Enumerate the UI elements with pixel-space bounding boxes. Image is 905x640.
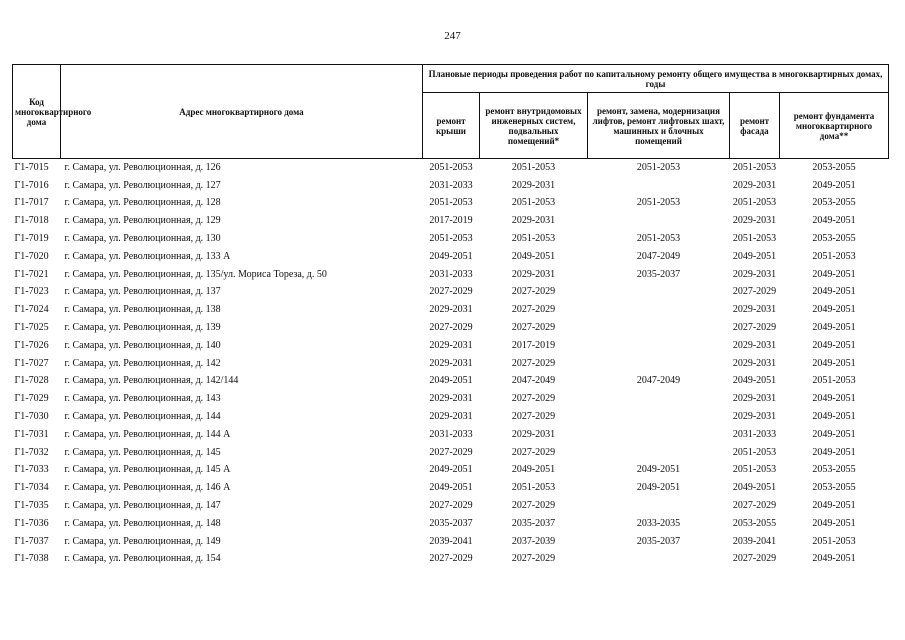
cell-roof: 2049-2051 xyxy=(429,464,473,476)
cell-foundation: 2053-2055 xyxy=(812,161,856,173)
cell-address: г. Самара, ул. Революционная, д. 127 xyxy=(64,179,221,191)
cell-facade: 2027-2029 xyxy=(732,553,777,565)
cell-foundation: 2051-2053 xyxy=(812,535,856,547)
cell-engineering: 2029-2031 xyxy=(511,268,556,280)
cell-elevators: 2051-2053 xyxy=(636,161,681,173)
cell-elevators xyxy=(588,497,730,515)
cell-code: Г1-7023 xyxy=(14,286,49,298)
table-row xyxy=(13,551,889,569)
cell-elevators xyxy=(588,337,730,355)
cell-address: г. Самара, ул. Революционная, д. 133 А xyxy=(64,250,231,262)
cell-address: г. Самара, ул. Революционная, д. 135/ул. Мориса Тореза, д. 50 xyxy=(64,268,327,280)
cell-engineering: 2027-2029 xyxy=(511,286,556,298)
header-roof: ремонт крыши xyxy=(423,93,480,159)
cell-engineering: 2027-2029 xyxy=(511,393,556,405)
cell-roof: 2027-2029 xyxy=(429,446,473,458)
cell-address: г. Самара, ул. Революционная, д. 143 xyxy=(64,393,221,405)
header-engineering: ремонт внутридомовых инженерных систем, подвальных помещений* xyxy=(480,93,588,159)
cell-facade: 2029-2031 xyxy=(732,215,777,227)
cell-foundation: 2049-2051 xyxy=(812,179,856,191)
cell-foundation: 2049-2051 xyxy=(812,215,856,227)
cell-roof: 2029-2031 xyxy=(429,339,473,351)
header-code: Код многоквартирного дома xyxy=(13,65,61,159)
cell-elevators xyxy=(588,355,730,373)
cell-code: Г1-7018 xyxy=(14,215,49,227)
cell-roof: 2049-2051 xyxy=(429,482,473,494)
cell-roof: 2027-2029 xyxy=(429,286,473,298)
cell-elevators: 2047-2049 xyxy=(636,375,681,387)
table-row xyxy=(13,515,889,533)
cell-elevators xyxy=(588,177,730,195)
cell-facade: 2029-2031 xyxy=(732,411,777,423)
table-row xyxy=(13,212,889,230)
cell-address: г. Самара, ул. Революционная, д. 147 xyxy=(64,500,221,512)
table-header xyxy=(13,65,889,159)
cell-code: Г1-7026 xyxy=(14,339,49,351)
cell-engineering: 2051-2053 xyxy=(511,233,556,245)
cell-elevators xyxy=(588,444,730,462)
page-number: 247 xyxy=(444,30,461,42)
cell-address: г. Самара, ул. Революционная, д. 129 xyxy=(64,215,221,227)
cell-roof: 2051-2053 xyxy=(429,161,473,173)
cell-elevators: 2033-2035 xyxy=(636,517,681,529)
table-row xyxy=(13,159,889,177)
cell-engineering: 2027-2029 xyxy=(511,446,556,458)
cell-facade: 2039-2041 xyxy=(732,535,777,547)
cell-roof: 2049-2051 xyxy=(429,250,473,262)
cell-foundation: 2051-2053 xyxy=(812,250,856,262)
cell-code: Г1-7033 xyxy=(14,464,49,476)
table-row xyxy=(13,426,889,444)
cell-roof: 2017-2019 xyxy=(429,215,473,227)
table-row xyxy=(13,462,889,480)
cell-facade: 2029-2031 xyxy=(732,357,777,369)
cell-foundation: 2049-2051 xyxy=(812,322,856,334)
table-row xyxy=(13,390,889,408)
cell-code: Г1-7034 xyxy=(14,482,49,494)
cell-engineering: 2047-2049 xyxy=(511,375,556,387)
cell-facade: 2031-2033 xyxy=(732,428,777,440)
table-row xyxy=(13,355,889,373)
cell-foundation: 2049-2051 xyxy=(812,393,856,405)
cell-foundation: 2049-2051 xyxy=(812,286,856,298)
header-group: Плановые периоды проведения работ по капитальному ремонту общего имущества в многоквартирных домах, годы xyxy=(423,65,889,93)
cell-address: г. Самара, ул. Революционная, д. 145 xyxy=(64,446,221,458)
cell-engineering: 2027-2029 xyxy=(511,322,556,334)
cell-engineering: 2037-2039 xyxy=(511,535,556,547)
table-body xyxy=(13,159,889,569)
cell-engineering: 2027-2029 xyxy=(511,553,556,565)
cell-address: г. Самара, ул. Революционная, д. 140 xyxy=(64,339,221,351)
cell-engineering: 2029-2031 xyxy=(511,428,556,440)
cell-foundation: 2049-2051 xyxy=(812,428,856,440)
cell-elevators xyxy=(588,319,730,337)
cell-address: г. Самара, ул. Революционная, д. 148 xyxy=(64,517,221,529)
cell-address: г. Самара, ул. Революционная, д. 144 xyxy=(64,411,221,423)
cell-engineering: 2027-2029 xyxy=(511,304,556,316)
cell-code: Г1-7027 xyxy=(14,357,49,369)
table-row xyxy=(13,195,889,213)
table-row xyxy=(13,284,889,302)
cell-engineering: 2051-2053 xyxy=(511,197,556,209)
cell-engineering: 2049-2051 xyxy=(511,250,556,262)
cell-address: г. Самара, ул. Революционная, д. 142 xyxy=(64,357,221,369)
cell-engineering: 2029-2031 xyxy=(511,215,556,227)
cell-elevators xyxy=(588,551,730,569)
table-row xyxy=(13,373,889,391)
cell-code: Г1-7015 xyxy=(14,161,49,173)
cell-address: г. Самара, ул. Революционная, д. 126 xyxy=(64,161,221,173)
cell-roof: 2039-2041 xyxy=(429,535,473,547)
cell-foundation: 2049-2051 xyxy=(812,411,856,423)
cell-address: г. Самара, ул. Революционная, д. 149 xyxy=(64,535,221,547)
cell-facade: 2049-2051 xyxy=(732,375,777,387)
cell-elevators xyxy=(588,426,730,444)
cell-code: Г1-7017 xyxy=(14,197,49,209)
cell-engineering: 2029-2031 xyxy=(511,179,556,191)
cell-code: Г1-7029 xyxy=(14,393,49,405)
cell-facade: 2053-2055 xyxy=(732,517,777,529)
cell-roof: 2031-2033 xyxy=(429,428,473,440)
cell-roof: 2029-2031 xyxy=(429,393,473,405)
cell-facade: 2051-2053 xyxy=(732,197,777,209)
cell-elevators: 2051-2053 xyxy=(636,197,681,209)
cell-code: Г1-7025 xyxy=(14,322,49,334)
cell-elevators: 2051-2053 xyxy=(636,233,681,245)
header-elevators: ремонт, замена, модернизация лифтов, ремонт лифтовых шахт, машинных и блочных помещений xyxy=(588,93,730,159)
cell-foundation: 2049-2051 xyxy=(812,357,856,369)
cell-elevators: 2049-2051 xyxy=(636,482,681,494)
cell-elevators xyxy=(588,408,730,426)
cell-foundation: 2053-2055 xyxy=(812,233,856,245)
table-row xyxy=(13,533,889,551)
header-foundation: ремонт фундамента многоквартирного дома** xyxy=(780,93,889,159)
cell-facade: 2027-2029 xyxy=(732,286,777,298)
cell-elevators: 2035-2037 xyxy=(636,268,681,280)
cell-roof: 2031-2033 xyxy=(429,268,473,280)
table-row xyxy=(13,230,889,248)
table-row xyxy=(13,408,889,426)
cell-roof: 2027-2029 xyxy=(429,553,473,565)
cell-address: г. Самара, ул. Революционная, д. 139 xyxy=(64,322,221,334)
cell-address: г. Самара, ул. Революционная, д. 130 xyxy=(64,233,221,245)
cell-code: Г1-7031 xyxy=(14,428,49,440)
cell-facade: 2027-2029 xyxy=(732,500,777,512)
cell-code: Г1-7037 xyxy=(14,535,49,547)
cell-code: Г1-7016 xyxy=(14,179,49,191)
cell-foundation: 2049-2051 xyxy=(812,517,856,529)
cell-roof: 2029-2031 xyxy=(429,411,473,423)
header-address: Адрес многоквартирного дома xyxy=(61,65,423,159)
cell-roof: 2029-2031 xyxy=(429,357,473,369)
cell-code: Г1-7019 xyxy=(14,233,49,245)
cell-foundation: 2049-2051 xyxy=(812,500,856,512)
header-facade: ремонт фасада xyxy=(730,93,780,159)
cell-code: Г1-7021 xyxy=(14,268,49,280)
cell-roof: 2051-2053 xyxy=(429,197,473,209)
cell-facade: 2051-2053 xyxy=(732,464,777,476)
cell-engineering: 2027-2029 xyxy=(511,411,556,423)
cell-facade: 2029-2031 xyxy=(732,393,777,405)
cell-code: Г1-7036 xyxy=(14,517,49,529)
cell-foundation: 2049-2051 xyxy=(812,304,856,316)
table-row xyxy=(13,444,889,462)
table-row xyxy=(13,248,889,266)
cell-code: Г1-7024 xyxy=(14,304,49,316)
cell-address: г. Самара, ул. Революционная, д. 142/144 xyxy=(64,375,239,387)
cell-address: г. Самара, ул. Революционная, д. 138 xyxy=(64,304,221,316)
cell-address: г. Самара, ул. Революционная, д. 154 xyxy=(64,553,221,565)
cell-foundation: 2049-2051 xyxy=(812,553,856,565)
cell-facade: 2029-2031 xyxy=(732,179,777,191)
cell-engineering: 2049-2051 xyxy=(511,464,556,476)
table-row xyxy=(13,337,889,355)
table-row xyxy=(13,319,889,337)
table-row xyxy=(13,177,889,195)
cell-elevators: 2035-2037 xyxy=(636,535,681,547)
table-row xyxy=(13,301,889,319)
cell-facade: 2051-2053 xyxy=(732,446,777,458)
cell-address: г. Самара, ул. Революционная, д. 144 А xyxy=(64,428,231,440)
cell-facade: 2049-2051 xyxy=(732,482,777,494)
table-row xyxy=(13,266,889,284)
cell-foundation: 2053-2055 xyxy=(812,197,856,209)
cell-engineering: 2027-2029 xyxy=(511,500,556,512)
cell-roof: 2049-2051 xyxy=(429,375,473,387)
cell-roof: 2027-2029 xyxy=(429,500,473,512)
cell-facade: 2029-2031 xyxy=(732,304,777,316)
cell-facade: 2051-2053 xyxy=(732,161,777,173)
cell-roof: 2029-2031 xyxy=(429,304,473,316)
cell-elevators xyxy=(588,301,730,319)
cell-facade: 2029-2031 xyxy=(732,339,777,351)
cell-code: Г1-7030 xyxy=(14,411,49,423)
cell-foundation: 2051-2053 xyxy=(812,375,856,387)
cell-facade: 2027-2029 xyxy=(732,322,777,334)
cell-facade: 2049-2051 xyxy=(732,250,777,262)
cell-foundation: 2049-2051 xyxy=(812,446,856,458)
cell-elevators xyxy=(588,390,730,408)
table-row xyxy=(13,497,889,515)
cell-code: Г1-7032 xyxy=(14,446,49,458)
cell-engineering: 2017-2019 xyxy=(511,339,556,351)
cell-engineering: 2027-2029 xyxy=(511,357,556,369)
cell-address: г. Самара, ул. Революционная, д. 146 А xyxy=(64,482,231,494)
cell-roof: 2051-2053 xyxy=(429,233,473,245)
cell-elevators: 2049-2051 xyxy=(636,464,681,476)
cell-foundation: 2053-2055 xyxy=(812,482,856,494)
cell-roof: 2031-2033 xyxy=(429,179,473,191)
cell-code: Г1-7035 xyxy=(14,500,49,512)
cell-code: Г1-7020 xyxy=(14,250,49,262)
cell-address: г. Самара, ул. Революционная, д. 128 xyxy=(64,197,221,209)
cell-foundation: 2049-2051 xyxy=(812,268,856,280)
cell-code: Г1-7028 xyxy=(14,375,49,387)
repair-schedule-table xyxy=(12,64,889,568)
cell-elevators xyxy=(588,212,730,230)
cell-engineering: 2051-2053 xyxy=(511,161,556,173)
cell-address: г. Самара, ул. Революционная, д. 145 А xyxy=(64,464,231,476)
table-row xyxy=(13,479,889,497)
cell-facade: 2029-2031 xyxy=(732,268,777,280)
cell-code: Г1-7038 xyxy=(14,553,49,565)
cell-foundation: 2049-2051 xyxy=(812,339,856,351)
cell-foundation: 2053-2055 xyxy=(812,464,856,476)
cell-address: г. Самара, ул. Революционная, д. 137 xyxy=(64,286,221,298)
cell-roof: 2035-2037 xyxy=(429,517,473,529)
cell-engineering: 2051-2053 xyxy=(511,482,556,494)
cell-facade: 2051-2053 xyxy=(732,233,777,245)
cell-engineering: 2035-2037 xyxy=(511,517,556,529)
cell-elevators: 2047-2049 xyxy=(636,250,681,262)
cell-roof: 2027-2029 xyxy=(429,322,473,334)
cell-elevators xyxy=(588,284,730,302)
